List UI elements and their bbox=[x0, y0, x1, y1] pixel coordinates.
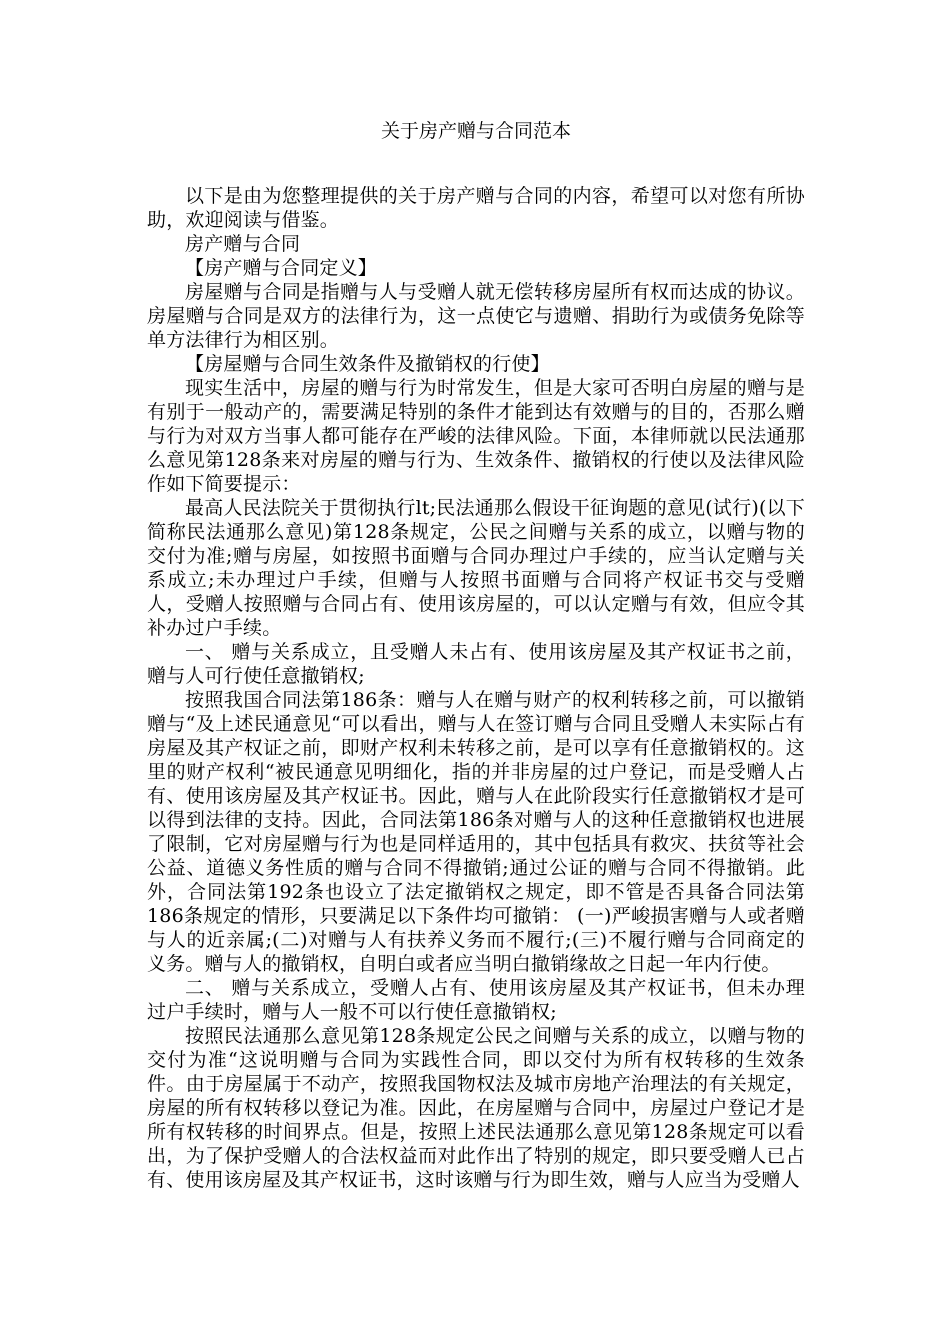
paragraph-point-two: 二、 赠与关系成立，受赠人占有、使用该房屋及其产权证书，但未办理过户手续时，赠与人一般不可以行使任意撤销权; bbox=[147, 977, 805, 1023]
paragraph-heading-contract: 房产赠与合同 bbox=[185, 233, 301, 255]
paragraph-definition: 房屋赠与合同是指赠与人与受赠人就无偿转移房屋所有权而达成的协议。房屋赠与合同是双方的法律行为，这一点使它与遗赠、捐助行为或债务免除等单方法律行为相区别。 bbox=[147, 281, 805, 351]
section-heading-definition: 【房产赠与合同定义】 bbox=[185, 257, 378, 279]
document-page bbox=[147, 118, 805, 1192]
paragraph-intro: 以下是由为您整理提供的关于房产赠与合同的内容，希望可以对您有所协助，欢迎阅读与借鉴。 bbox=[147, 185, 805, 231]
document-body bbox=[147, 184, 805, 1192]
section-heading-conditions: 【房屋赠与合同生效条件及撤销权的行使】 bbox=[185, 353, 550, 375]
document-title: 关于房产赠与合同范本 bbox=[380, 120, 571, 142]
paragraph-reality: 现实生活中，房屋的赠与行为时常发生，但是大家可否明白房屋的赠与是有别于一般动产的，需要满足特别的条件才能到达有效赠与的目的，否那么赠与行为对双方当事人都可能存在严峻的法律风险。下面，本律师就以民法通那么意见第128条来对房屋的赠与行为、生效条件、撤销权的行使以及法律风险作如下简要提示： bbox=[147, 377, 805, 495]
paragraph-contract-law-186: 按照我国合同法第186条：赠与人在赠与财产的权利转移之前，可以撤销赠与“及上述民通意见“可以看出，赠与人在签订赠与合同且受赠人未实际占有房屋及其产权证之前，即财产权利未转移之前，是可以享有任意撤销权的。这里的财产权利“被民通意见明细化，指的并非房屋的过户登记，而是受赠人占有、使用该房屋及其产权证书。因此，赠与人在此阶段实行任意撤销权才是可以得到法律的支持。因此，合同法第186条对赠与人的这种任意撤销权也进展了限制，它对房屋赠与行为也是同样适用的，其中包括具有救灾、扶贫等社会公益、道德义务性质的赠与合同不得撤销;通过公证的赠与合同不得撤销。此外，合同法第192条也设立了法定撤销权之规定，即不管是否具备合同法第186条规定的情形，只要满足以下条件均可撤销： (一)严峻损害赠与人或者赠与人的近亲属;(二)对赠与人有扶养义务而不履行;(三)不履行赠与合同商定的义务。赠与人的撤销权，自明白或者应当明白撤销缘故之日起一年内行使。 bbox=[147, 689, 805, 975]
paragraph-civil-law-128: 按照民法通那么意见第128条规定公民之间赠与关系的成立，以赠与物的交付为准“这说明赠与合同为实践性合同，即以交付为所有权转移的生效条件。由于房屋属于不动产，按照我国物权法及城市房地产治理法的有关规定，房屋的所有权转移以登记为准。因此，在房屋赠与合同中，房屋过户登记才是所有权转移的时间界点。但是，按照上述民法通那么意见第128条规定可以看出，为了保护受赠人的合法权益而对此作出了特别的规定，即只要受赠人已占有、使用该房屋及其产权证书，这时该赠与行为即生效，赠与人应当为受赠人 bbox=[147, 1025, 805, 1191]
paragraph-supreme-court: 最高人民法院关于贯彻执行lt;民法通那么假设干征询题的意见(试行)(以下简称民法通那么意见)第128条规定，公民之间赠与关系的成立，以赠与物的交付为准;赠与房屋，如按照书面赠与合同办理过户手续的，应当认定赠与关系成立;未办理过户手续，但赠与人按照书面赠与合同将产权证书交与受赠人，受赠人按照赠与合同占有、使用该房屋的，可以认定赠与有效，但应令其补办过户手续。 bbox=[147, 497, 805, 639]
paragraph-point-one: 一、 赠与关系成立，且受赠人未占有、使用该房屋及其产权证书之前，赠与人可行使任意撤销权; bbox=[147, 641, 805, 687]
